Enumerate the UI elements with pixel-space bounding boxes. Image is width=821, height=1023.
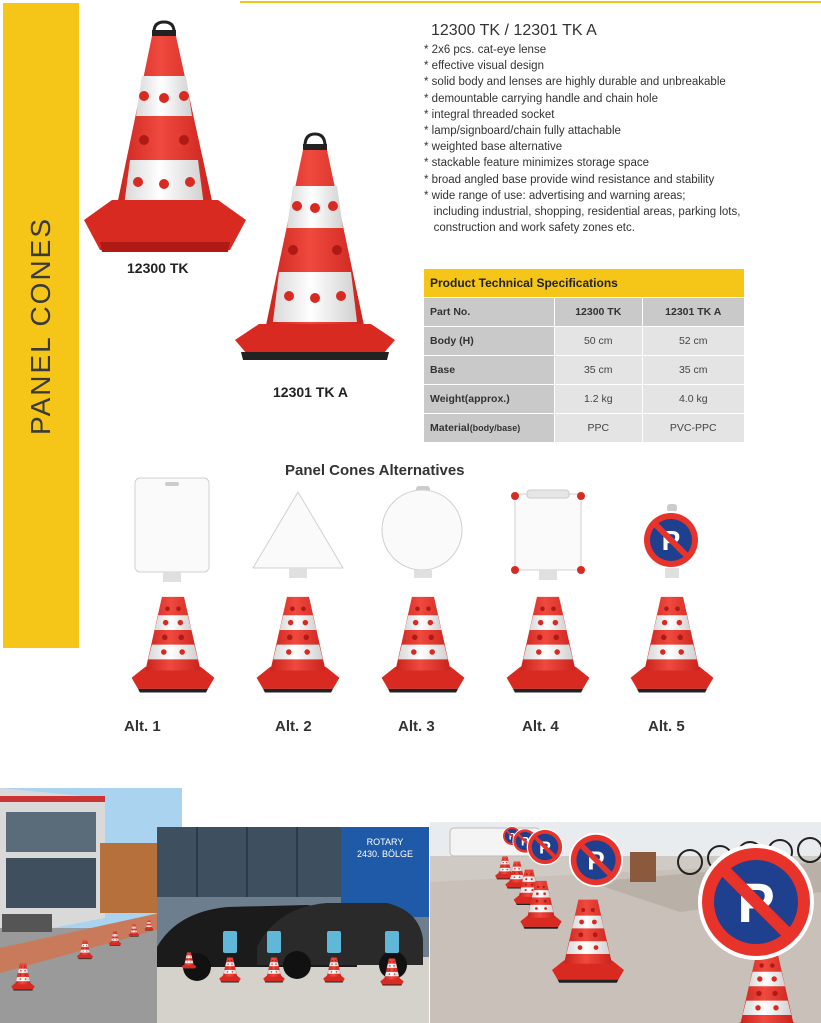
feature-item: * wide range of use: advertising and warning areas; [424, 189, 686, 202]
alt-5-label: Alt. 5 [648, 718, 685, 735]
feature-item: * 2x6 pcs. cat-eye lense [424, 44, 547, 56]
alt-1-image [127, 476, 219, 706]
spec-table [423, 268, 745, 443]
top-rule [240, 1, 821, 3]
photo-no-parking-row [430, 822, 821, 1023]
table-row [424, 385, 745, 414]
table-cell [424, 414, 555, 443]
material-label: Material [430, 422, 470, 434]
cone-12300-image [82, 10, 248, 252]
alt-3-label: Alt. 3 [398, 718, 435, 735]
table-cell: 1.2 kg [555, 385, 643, 414]
feature-item: * weighted base alternative [424, 141, 563, 154]
table-cell: Base [424, 356, 555, 385]
alt-2-image [251, 488, 345, 706]
feature-item: * lamp/signboard/chain fully attachable [424, 125, 621, 138]
feature-item: * stackable feature minimizes storage space [424, 157, 649, 170]
alt-4-label: Alt. 4 [522, 718, 559, 735]
table-row [424, 298, 745, 327]
side-title-text: PANEL CONES [25, 216, 56, 435]
feature-item: including industrial, shopping, residential areas, parking lots, [424, 206, 741, 219]
alt-3-image [376, 484, 470, 706]
table-cell: Body (H) [424, 327, 555, 356]
table-cell: 35 cm [642, 356, 744, 385]
cone-12300-caption: 12300 TK [127, 260, 189, 276]
alt-1-label: Alt. 1 [124, 718, 161, 735]
table-cell: 52 cm [642, 327, 744, 356]
table-cell: 12300 TK [555, 298, 643, 327]
alt-2-label: Alt. 2 [275, 718, 312, 735]
table-row [424, 414, 745, 443]
table-cell: Weight(approx.) [424, 385, 555, 414]
rotary-sign-line2: 2430. BÖLGE [356, 849, 414, 859]
cone-12301-image [233, 130, 398, 362]
alt-5-image [625, 504, 719, 706]
table-row [424, 356, 745, 385]
feature-item: * integral threaded socket [424, 108, 555, 121]
table-cell: PVC-PPC [642, 414, 744, 443]
photo-building-scene [0, 788, 182, 1023]
alt-4-image [501, 488, 595, 706]
feature-item: * broad angled base provide wind resistance and stability [424, 173, 715, 186]
table-cell: 4.0 kg [642, 385, 744, 414]
rotary-sign-line1: ROTARY [366, 837, 404, 847]
feature-item: * demountable carrying handle and chain hole [424, 92, 658, 105]
feature-item: * effective visual design [424, 60, 544, 73]
alternatives-title: Panel Cones Alternatives [285, 462, 465, 479]
material-sublabel: (body/base) [469, 423, 521, 433]
no-parking-icon [698, 844, 814, 960]
side-title [3, 3, 79, 648]
cone-12301-caption: 12301 TK A [273, 384, 348, 400]
table-cell: 35 cm [555, 356, 643, 385]
spec-table-title: Product Technical Specifications [424, 269, 745, 298]
table-cell: 12301 TK A [642, 298, 744, 327]
no-parking-icon [642, 511, 700, 569]
feature-list [424, 42, 814, 236]
table-row [424, 327, 745, 356]
table-cell: 50 cm [555, 327, 643, 356]
product-heading: 12300 TK / 12301 TK A [431, 22, 597, 39]
feature-item: * solid body and lenses are highly durable and unbreakable [424, 76, 726, 89]
photo-parking-lot [157, 827, 429, 1023]
table-cell: PPC [555, 414, 643, 443]
feature-item: construction and work safety zones etc. [424, 222, 635, 235]
table-cell: Part No. [424, 298, 555, 327]
